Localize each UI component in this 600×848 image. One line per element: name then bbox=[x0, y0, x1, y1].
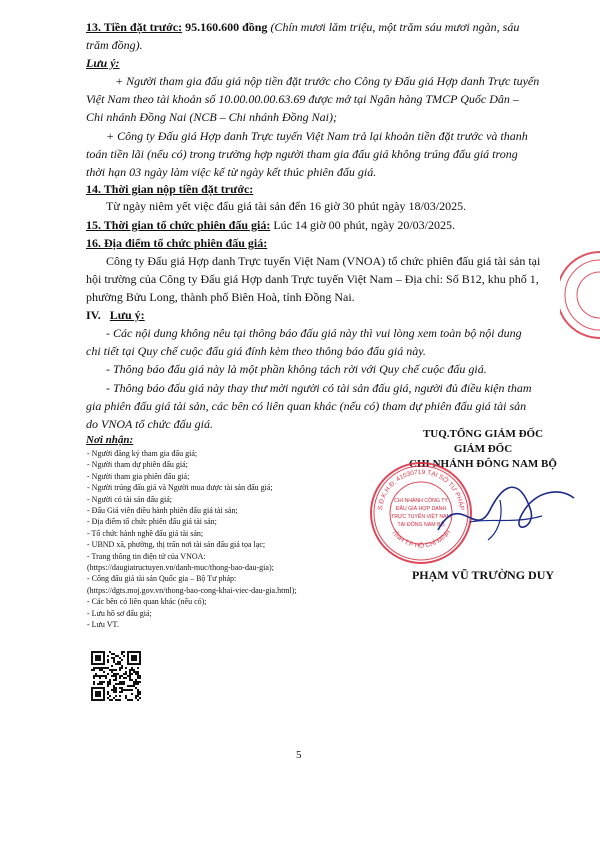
seal-center-line4: TẠI ĐÔNG NAM BỘ bbox=[397, 522, 445, 528]
note-p2-line2: toán tiền lãi (nếu có) trong trường hợp người tham gia đấu giá không trúng đấu giá trong bbox=[86, 147, 518, 161]
item-14-text: Từ ngày niêm yết việc đấu giá tài sản đến 16 giờ 30 phút ngày 18/03/2025. bbox=[106, 199, 467, 213]
item-13-words: (Chín mươi lăm triệu, một trăm sáu mươi ngàn, sáu bbox=[270, 20, 520, 34]
note-p1-line3: Chi nhánh Đồng Nai (NCB – Chi nhánh Đồng Nai); bbox=[86, 110, 338, 124]
recipients-heading: Nơi nhận: bbox=[86, 434, 134, 446]
note-p2-line1: + Công ty Đấu giá Hợp danh Trực tuyến Việt Nam trả lại khoản tiền đặt trước và thanh bbox=[106, 129, 528, 143]
section-iv-a-line1: - Các nội dung không nêu tại thông báo đấu giá này thì vui lòng xem toàn bộ nội dung bbox=[106, 326, 522, 340]
item-13-label: 13. Tiền đặt trước: bbox=[86, 20, 183, 34]
section-iv-a-line2: chi tiết tại Quy chế cuộc đấu giá đính kèm theo thông báo đấu giá này. bbox=[86, 344, 426, 358]
recipient-item: - Đấu Giá viên điều hành phiên đấu giá tài sản; bbox=[87, 506, 238, 515]
recipient-item: - Lưu hồ sơ đấu giá; bbox=[87, 608, 152, 618]
page-number: 5 bbox=[296, 749, 302, 761]
seal-ring-bottom: TỈNH T.P HỒ CHÍ MINH bbox=[389, 528, 453, 550]
item-15-label: 15. Thời gian tổ chức phiên đấu giá: bbox=[86, 218, 271, 232]
item-16-line2: hội trường của Công ty Đấu giá Hợp danh Trực tuyến Việt Nam – Địa chỉ: Số B12, khu phố 1, bbox=[86, 272, 539, 286]
note-p1-line1: + Người tham gia đấu giá nộp tiền đặt trước cho Công ty Đấu giá Hợp danh Trực tuyến bbox=[115, 74, 540, 88]
recipient-item: - Người tham gia phiên đấu giá; bbox=[87, 471, 190, 481]
recipient-item: - Người có tài sản đấu giá; bbox=[87, 494, 172, 504]
recipient-item: (https://dgts.moj.gov.vn/thong-bao-cong-khai-viec-dau-gia.html); bbox=[87, 585, 297, 595]
recipient-item: - Tổ chức hành nghề đấu giá tài sản; bbox=[87, 528, 204, 538]
recipient-item: - Lưu VT. bbox=[87, 620, 119, 629]
section-iv-b-line1: - Thông báo đấu giá này là một phần không tách rời với Quy chế cuộc đấu giá. bbox=[106, 362, 487, 376]
recipient-item: - Cổng đấu giá tài sản Quốc gia – Bộ Tư pháp: bbox=[87, 574, 237, 584]
item-13-words-cont: trăm đồng). bbox=[86, 38, 143, 52]
qr-code bbox=[91, 651, 141, 701]
recipient-item: - Người đăng ký tham gia đấu giá; bbox=[87, 449, 198, 458]
item-14-label: 14. Thời gian nộp tiền đặt trước: bbox=[86, 182, 254, 196]
item-15-text: Lúc 14 giờ 00 phút, ngày 20/03/2025. bbox=[273, 218, 456, 232]
signature-title: GIÁM ĐỐC bbox=[453, 443, 513, 455]
recipient-item: - Địa điểm tổ chức phiên đấu giá tài sản; bbox=[87, 517, 217, 527]
signature-branch: CHI NHÁNH ĐÔNG NAM BỘ bbox=[409, 458, 557, 470]
note-heading: Lưu ý: bbox=[86, 56, 120, 70]
recipient-item: - UBND xã, phường, thị trấn nơi tài sản đấu giá tọa lạc; bbox=[87, 540, 266, 550]
handwritten-signature bbox=[430, 470, 580, 550]
item-16-line3: phường Bửu Long, thành phố Biên Hoà, tỉnh Đồng Nai. bbox=[86, 290, 355, 304]
seal-center-line1: CHI NHÁNH CÔNG TY bbox=[394, 498, 448, 504]
seal-center-line2: ĐẤU GIÁ HỢP DANH bbox=[395, 506, 447, 512]
section-iv-c-line3: do VNOA tổ chức đấu giá. bbox=[86, 417, 213, 431]
section-iv-c-line1: - Thông báo đấu giá này thay thư mời người có tài sản đấu giá, người đủ điều kiện tham bbox=[106, 381, 532, 395]
recipient-item: - Người trúng đấu giá và Người mua được tài sản đấu giá; bbox=[87, 483, 273, 493]
seal-center-line3: TRỰC TUYẾN VIỆT NAM bbox=[391, 514, 451, 520]
item-15-line bbox=[86, 219, 455, 231]
note-p2-line3: thời hạn 03 ngày làm việc kể từ ngày kết thúc phiên đấu giá. bbox=[86, 165, 377, 179]
item-13-amount: 95.160.600 đồng bbox=[185, 20, 268, 34]
section-iv-c-line2: gia phiên đấu giá tài sản, các bên có liên quan khác (nếu có) tham dự phiên đấu giá tài sản bbox=[86, 399, 527, 413]
margin-seal-fragment bbox=[560, 250, 600, 340]
section-iv-heading bbox=[86, 309, 145, 321]
section-iv-title: Lưu ý: bbox=[109, 308, 145, 322]
section-iv-number: IV. bbox=[86, 308, 101, 322]
signature-authority: TUQ.TỔNG GIÁM ĐỐC bbox=[422, 428, 544, 440]
note-p1-line2: Việt Nam theo tài khoản số 10.00.00.00.63.69 được mở tại Ngân hàng TMCP Quốc Dân – bbox=[86, 92, 519, 106]
item-13-line1 bbox=[86, 21, 519, 33]
signer-name: PHẠM VŨ TRƯỜNG DUY bbox=[411, 568, 555, 582]
item-16-label: 16. Địa điểm tổ chức phiên đấu giá: bbox=[86, 236, 268, 250]
recipient-item: - Các bên có liên quan khác (nếu có); bbox=[87, 597, 207, 607]
seal-ring-top: S.Đ.K.H.Đ: 41030719 TẠI SỞ TƯ PHÁP bbox=[377, 468, 465, 511]
recipient-item: - Người tham dự phiên đấu giá; bbox=[87, 460, 188, 470]
recipient-item: - Trang thông tin điện tử của VNOA: bbox=[87, 551, 206, 561]
item-16-line1: Công ty Đấu giá Hợp danh Trực tuyến Việt Nam (VNOA) tổ chức phiên đấu giá tài sản tại bbox=[106, 254, 541, 268]
recipient-item: (https://daugiatructuyen.vn/danh-muc/thong-bao-dau-gia); bbox=[87, 563, 274, 572]
